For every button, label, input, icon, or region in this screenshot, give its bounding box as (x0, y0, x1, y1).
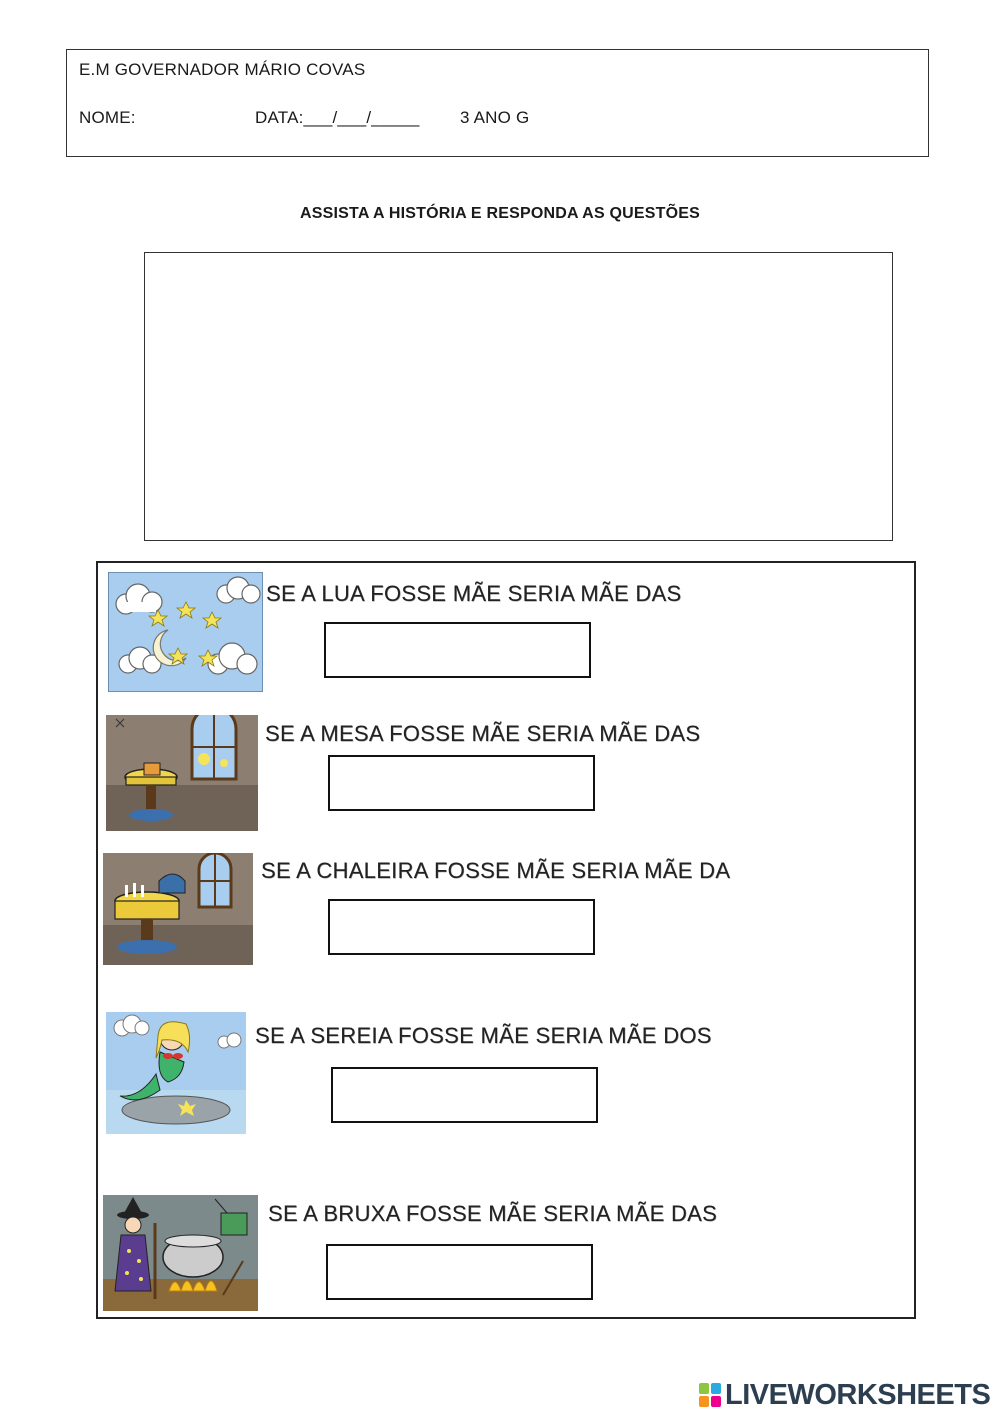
question-5-text: SE A BRUXA FOSSE MÃE SERIA MÃE DAS (268, 1201, 718, 1226)
question-2-text: SE A MESA FOSSE MÃE SERIA MÃE DAS (265, 721, 701, 746)
table-room-illustration (106, 715, 258, 831)
mermaid-sea-illustration (106, 1012, 246, 1134)
question-1-text: SE A LUA FOSSE MÃE SERIA MÃE DAS (266, 581, 682, 606)
answer-4-input[interactable] (331, 1067, 598, 1123)
answer-2-input[interactable] (328, 755, 595, 811)
answer-1-input[interactable] (324, 622, 591, 678)
moon-stars-sky-illustration (108, 572, 263, 692)
witch-cauldron-illustration (103, 1195, 258, 1311)
kettle-table-illustration (103, 853, 253, 965)
question-3-text: SE A CHALEIRA FOSSE MÃE SERIA MÃE DA (261, 858, 731, 883)
class-label: 3 ANO G (460, 108, 530, 127)
school-name: E.M GOVERNADOR MÁRIO COVAS (79, 60, 366, 79)
question-4-text: SE A SEREIA FOSSE MÃE SERIA MÃE DOS (255, 1023, 712, 1048)
answer-5-input[interactable] (326, 1244, 593, 1300)
date-label: DATA:___/___/_____ (255, 108, 420, 127)
liveworksheets-logo-icon (698, 1382, 722, 1408)
answer-3-input[interactable] (328, 899, 595, 955)
liveworksheets-logo (698, 1378, 990, 1412)
name-label: NOME: (79, 108, 136, 127)
header-box (66, 49, 929, 157)
logo-text: LIVEWORKSHEETS (725, 1378, 991, 1411)
questions-box (96, 561, 916, 1319)
instruction-title: ASSISTA A HISTÓRIA E RESPONDA AS QUESTÕES (300, 205, 700, 222)
story-video-area[interactable] (144, 252, 893, 541)
